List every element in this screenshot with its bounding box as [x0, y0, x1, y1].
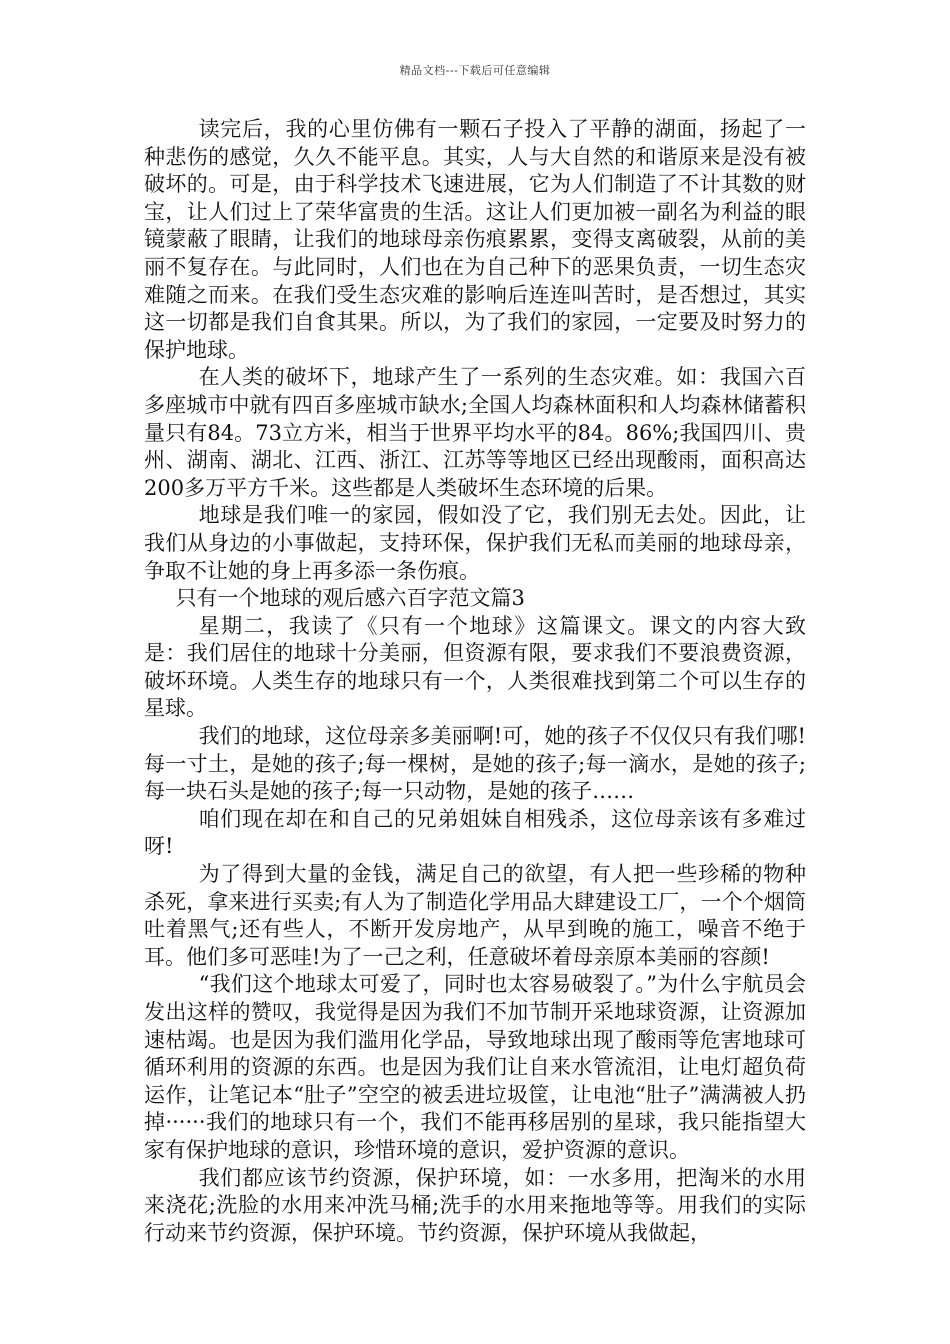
- paragraph-2: 在人类的破坏下，地球产生了一系列的生态灾难。如：我国六百多座城市中就有四百多座城市缺水;全国人均森林面积和人均森林储蓄积量只有84。73立方米，相当于世界平均水平的84。86%;我国四川、贵州、湖南、湖北、江西、浙江、江苏等等地区已经出现酸雨，面积高达200多万平方千米。这些都是人类破坏生态环境的后果。: [144, 365, 806, 500]
- page-header: 精品文档---下载后可任意编辑: [399, 64, 551, 77]
- paragraph-1: 读完后，我的心里仿佛有一颗石子投入了平静的湖面，扬起了一种悲伤的感觉，久久不能平息。其实，人与大自然的和谐原来是没有被破坏的。可是，由于科学技术飞速进展，它为人们制造了不计其数的财宝，让人们过上了荣华富贵的生活。这让人们更加被一副名为利益的眼镜蒙蔽了眼睛，让我们的地球母亲伤痕累累，变得支离破裂，从前的美丽不复存在。与此同时，人们也在为自己种下的恶果负责，一切生态灾难随之而来。在我们受生态灾难的影响后连连叫苦时，是否想过，其实这一切都是我们自食其果。所以，为了我们的家园，一定要及时努力的保护地球。: [144, 117, 806, 362]
- paragraph-5: 星期二，我读了《只有一个地球》这篇课文。课文的内容大致是：我们居住的地球十分美丽，但资源有限，要求我们不要浪费资源，破坏环境。人类生存的地球只有一个，人类很难找到第二个可以生存的星球。: [144, 613, 806, 721]
- paragraph-7: 咱们现在却在和自己的兄弟姐妹自相残杀，这位母亲该有多难过呀!: [144, 806, 806, 859]
- paragraph-10: 我们都应该节约资源，保护环境，如：一水多用，把淘米的水用来浇花;洗脸的水用来冲洗马桶;洗手的水用来拖地等等。用我们的实际行动来节约资源，保护环境。节约资源，保护环境从我做起，: [144, 1165, 806, 1245]
- section-title: 只有一个地球的观后感六百字范文篇3: [175, 586, 525, 611]
- paragraph-8: 为了得到大量的金钱，满足自己的欲望，有人把一些珍稀的物种杀死，拿来进行买卖;有人为了制造化学用品大肆建设工厂，一个个烟筒吐着黑气;还有些人，不断开发房地产，从早到晚的施工，噪音不绝于耳。他们多可恶哇!为了一己之利，任意破坏着母亲原本美丽的容颜!: [144, 862, 806, 969]
- document-body: [144, 116, 806, 1247]
- paragraph-3: 地球是我们唯一的家园，假如没了它，我们别无去处。因此，让我们从身边的小事做起，支持环保，保护我们无私而美丽的地球母亲，争取不让她的身上再多添一条伤痕。: [144, 503, 806, 583]
- paragraph-6: 我们的地球，这位母亲多美丽啊!可，她的孩子不仅仅只有我们哪!每一寸土，是她的孩子;每一棵树，是她的孩子;每一滴水，是她的孩子;每一块石头是她的孩子;每一只动物，是她的孩子……: [144, 724, 806, 804]
- paragraph-9: “我们这个地球太可爱了，同时也太容易破裂了。”为什么宇航员会发出这样的赞叹，我觉得是因为我们不加节制开采地球资源，让资源加速枯竭。也是因为我们滥用化学品，导致地球出现了酸雨等危害地球可循环利用的资源的东西。也是因为我们让自来水管流泪，让电灯超负荷运作，让笔记本“肚子”空空的被丢进垃圾筐，让电池“肚子”满满被人扔掉······我们的地球只有一个，我们不能再移居别的星球，我只能指望大家有保护地球的意识，珍惜环境的意识，爱护资源的意识。: [144, 972, 806, 1162]
